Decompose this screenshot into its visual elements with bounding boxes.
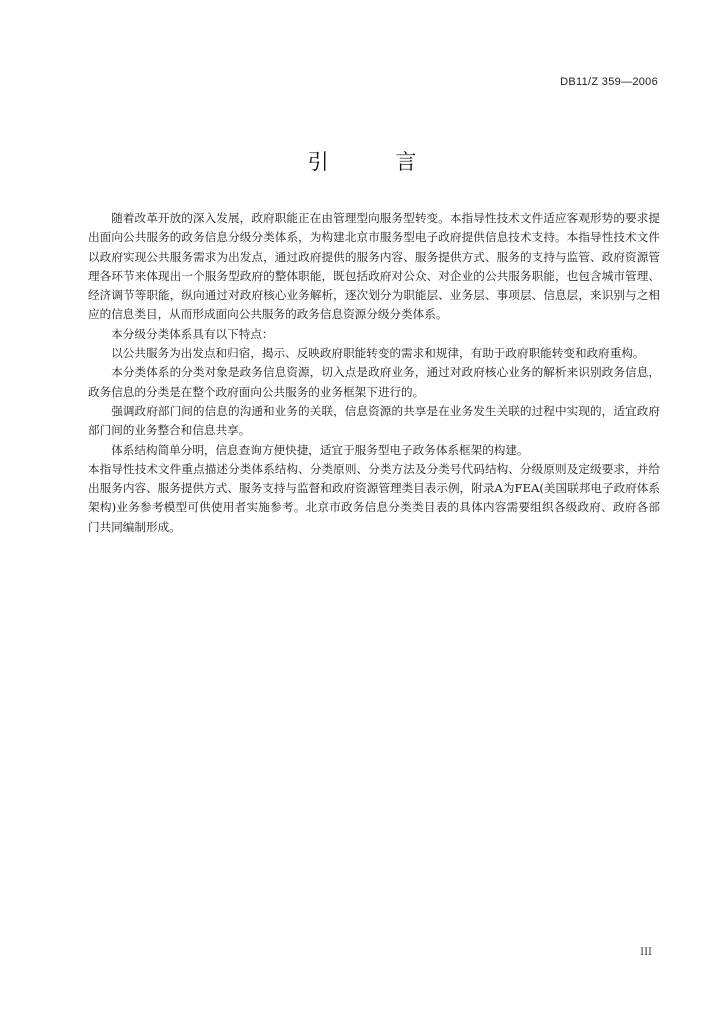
page-title: 引 言 [307, 150, 447, 174]
paragraph-intro: 随着改革开放的深入发展，政府职能正在由管理型向服务型转变。本指导性技术文件适应客观形势的要求提出面向公共服务的政务信息分级分类体系，为构建北京市服务型电子政府提供信息技术支持。本指导性技术文件以政府实现公共服务需求为出发点，通过政府提供的服务内容、服务提供方式、服务的支持与监管、政府资源管理各环节来体现出一个服务型政府的整体职能，既包括政府对公众、对企业的公共服务职能，也包含城市管理、经济调节等职能，纵向通过对政府核心业务解析，逐次划分为职能层、业务层、事项层、信息层，来识别与之相应的信息类目，从而形成面向公共服务的政务信息资源分级分类体系。 [88, 211, 660, 322]
page-number: III [640, 947, 652, 958]
paragraph-scope: 本指导性技术文件重点描述分类体系结构、分类原则、分类方法及分类号代码结构、分级原则及定级要求，并给出服务内容、服务提供方式、服务支持与监督和政府资源管理类目表示例，附录A为FEA(美国联邦电子政府体系架构)业务参考模型可供使用者实施参考。北京市政务信息分类类目表的具体内容需要组织各级政府、政府各部门共同编制形成。 [88, 461, 660, 534]
document-code: DB11/Z 359—2006 [560, 76, 658, 88]
paragraph-feature-sharing: 强调政府部门间的信息的沟通和业务的关联，信息资源的共享是在业务发生关联的过程中实现的，适宜政府部门间的业务整合和信息共享。 [88, 403, 660, 438]
paragraph-feature-structure: 体系结构简单分明，信息查询方便快捷，适宜于服务型电子政务体系框架的构建。 [111, 442, 529, 457]
paragraph-features-heading: 本分级分类体系具有以下特点： [111, 326, 274, 341]
body-text [88, 209, 660, 537]
paragraph-feature-classification-object: 本分类体系的分类对象是政务信息资源，切入点是政府业务，通过对政府核心业务的解析来识别政务信息，政务信息的分类是在整个政府面向公共服务的业务框架下进行的。 [88, 365, 660, 399]
paragraph-feature-public-service: 以公共服务为出发点和归宿，揭示、反映政府职能转变的需求和规律，有助于政府职能转变和政府重构。 [111, 346, 645, 361]
